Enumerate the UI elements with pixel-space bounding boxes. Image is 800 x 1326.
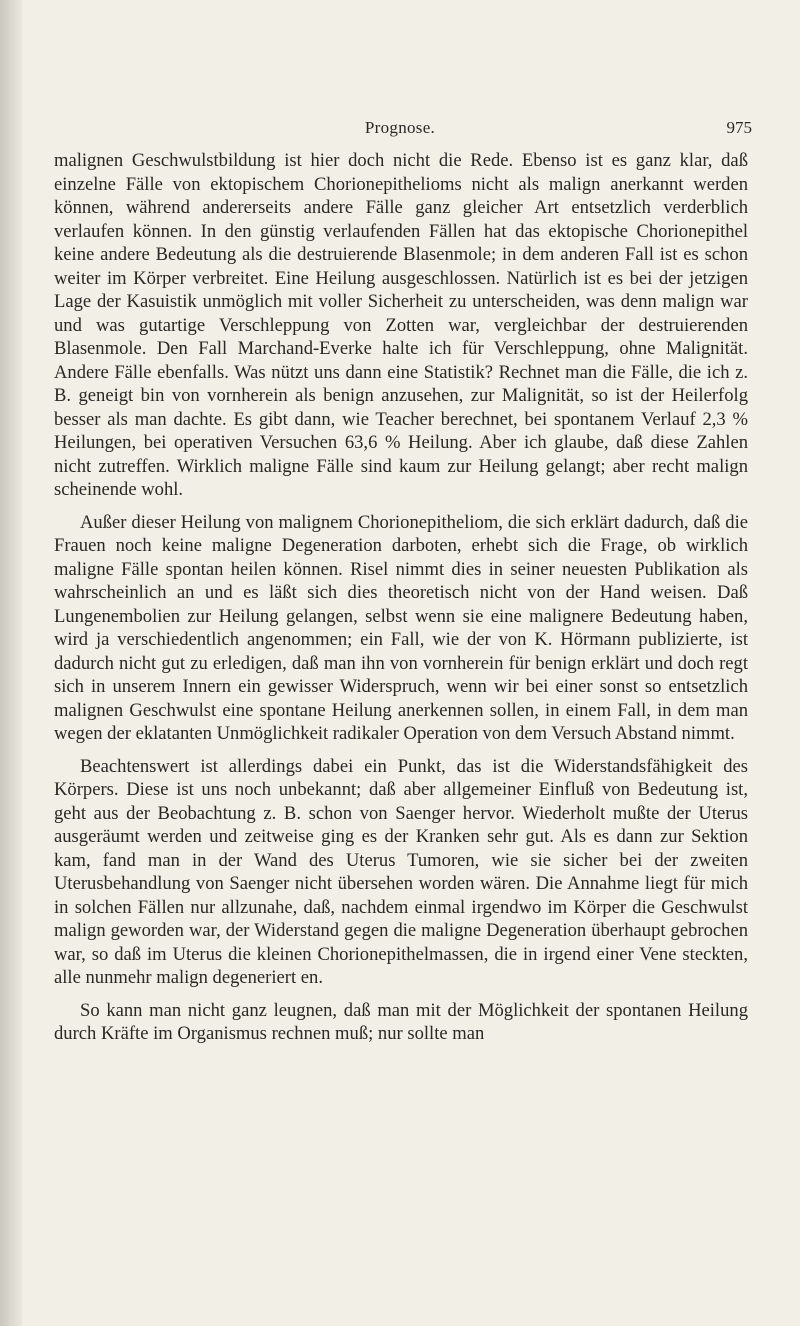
running-head-title: Prognose. (364, 118, 436, 137)
running-head (0, 118, 800, 142)
paragraph-1: malignen Geschwulstbildung ist hier doch nicht die Rede. Ebenso ist es ganz klar, daß einzelne Fälle von ektopischem Chorionepithelioms nicht als malign anerkannt werden können, während andererseits andere Fälle ganz gleicher Art entsetzlich verderblich verlaufen können. In den günstig verlaufenden Fällen hat das ektopische Chorionepithel keine andere Bedeutung als die destruierende Blasenmole; in dem anderen Fall ist es schon weiter im Körper verbreitet. Eine Heilung ausgeschlossen. Natürlich ist es bei der jetzigen Lage der Kasuistik unmöglich mit voller Sicherheit zu unterscheiden, was denn malign war und was gutartige Verschleppung von Zotten war, vergleichbar der destruierenden Blasenmole. Den Fall Marchand-Everke halte ich für Verschleppung, ohne Malignität. Andere Fälle ebenfalls. Was nützt uns dann eine Statistik? Rechnet man die Fälle, die ich z. B. geneigt bin von vornherein als benign anzusehen, zur Malignität, so ist der Heilerfolg besser als man dachte. Es gibt dann, wie Teacher berechnet, bei spontanem Verlauf 2,3 % Heilungen, bei operativen Versuchen 63,6 % Heilung. Aber ich glaube, daß diese Zahlen nicht zutreffen. Wirklich maligne Fälle sind kaum zur Heilung gelangt; aber recht malign scheinende wohl. (54, 150, 748, 500)
page-number: 975 (726, 118, 752, 137)
paragraph-3: Beachtenswert ist allerdings dabei ein Punkt, das ist die Widerstandsfähigkeit des Körpers. Diese ist uns noch unbekannt; daß aber allgemeiner Einfluß von Bedeutung ist, geht aus der Beobachtung z. B. schon von Saenger hervor. Wiederholt mußte der Uterus ausgeräumt werden und zeitweise ging es der Kranken sehr gut. Als es dann zur Sektion kam, fand man in der Wand des Uterus Tumoren, wie sie sicher bei der zweiten Uterusbehandlung von Saenger nicht übersehen worden wären. Die Annahme liegt für mich in solchen Fällen nur allzunahe, daß, nachdem einmal irgendwo im Körper die Geschwulst malign geworden war, der Widerstand gegen die maligne Degeneration überhaupt gebrochen war, so daß im Uterus die kleinen Chorionepithelmassen, die in irgend einer Vene steckten, alle nunmehr malign degeneriert en. (54, 755, 748, 988)
paragraph-4: So kann man nicht ganz leugnen, daß man mit der Möglichkeit der spontanen Heilung durch Kräfte im Organismus rechnen muß; nur sollte man (54, 999, 748, 1044)
paragraph-2: Außer dieser Heilung von malignem Chorionepitheliom, die sich erklärt dadurch, daß die Frauen noch keine maligne Degeneration darboten, erhebt sich die Frage, ob wirklich maligne Fälle spontan heilen können. Risel nimmt dies in seiner neuesten Publikation als wahrscheinlich an und es läßt sich dies theoretisch nicht von der Hand weisen. Daß Lungenembolien zur Heilung gelangen, selbst wenn sie eine malignere Bedeutung haben, wird ja verschiedentlich angenommen; ein Fall, wie der von K. Hörmann publizierte, ist dadurch nicht gut zu erledigen, daß man ihn von vornherein für benign erklärt und doch regt sich in unserem Innern ein gewisser Widerspruch, wenn wir bei einer sonst so entsetzlich malignen Geschwulst eine spontane Heilung anerkennen sollen, in einem Fall, in dem man wegen der eklatanten Unmöglichkeit radikaler Operation von dem Versuch Abstand nimmt. (54, 511, 748, 744)
body-text (54, 149, 748, 1055)
